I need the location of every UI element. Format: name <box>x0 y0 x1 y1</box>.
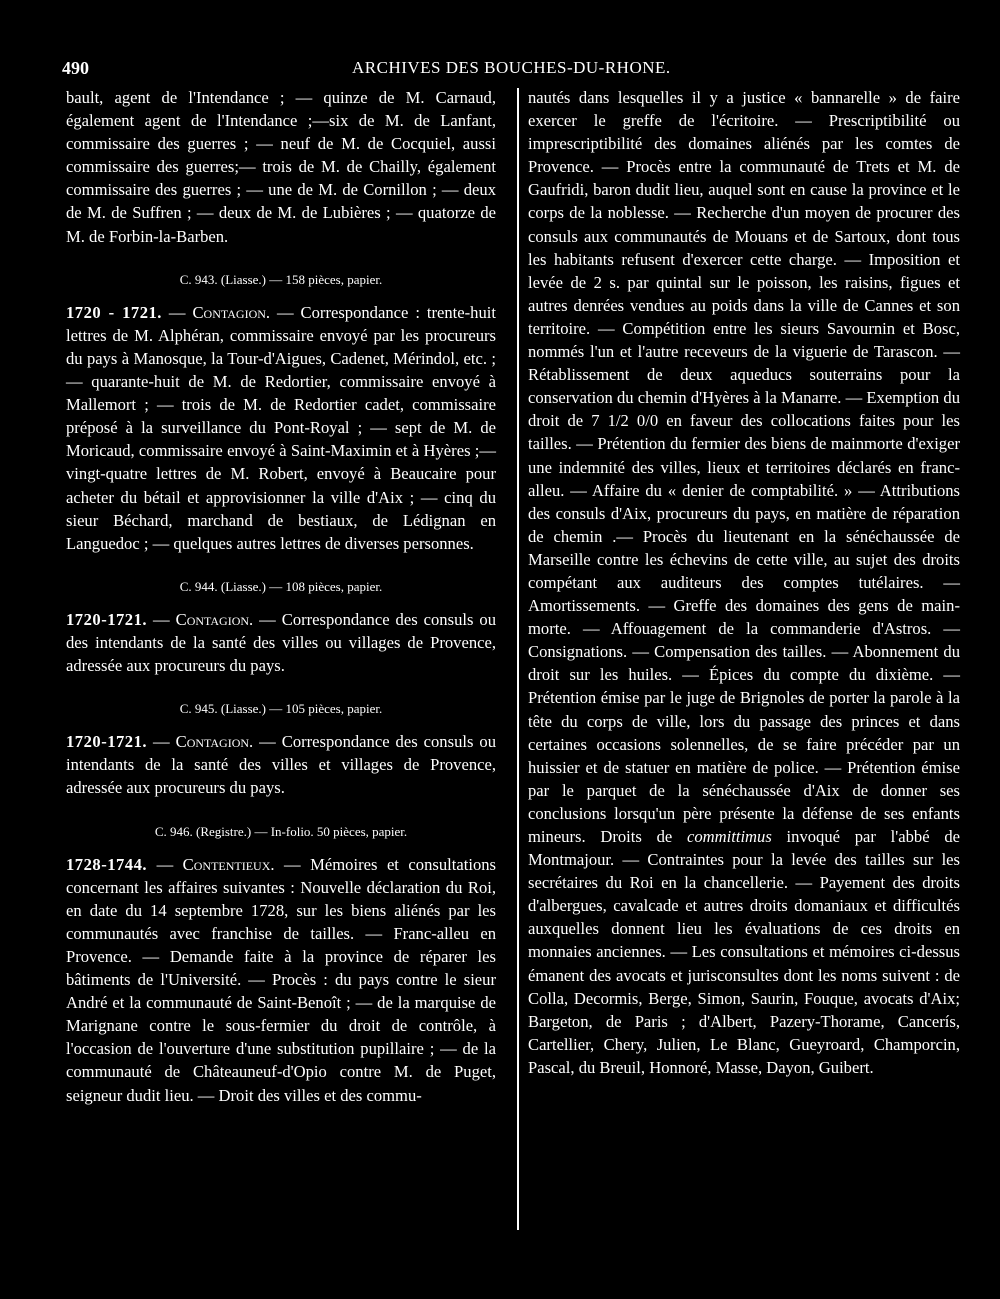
running-title: ARCHIVES DES BOUCHES-DU-RHONE. <box>352 58 671 77</box>
entry-text: — Mémoires et consultations concernant les affaires suivantes : Nouvelle déclaration du Roi, en date du 14 septembre 1728, sur les biens aliénés par les communautés avec franchise de tailles. — Franc-alleu en Provence. — Demande faite à la province de réparer les bâtiments de l'Université. — Procès : du pays contre le sieur André et la communauté de Saint-Benoît ; — de la marquise de Marignane contre le sous-fermier du droit de contrôle, à l'occasion de l'ouverture d'une substitution pupillaire ; — de la communauté de Châteauneuf-d'Opio contre M. de Puget, seigneur dudit lieu. — Droit des villes et des commu- <box>66 854 496 1105</box>
column-divider <box>517 88 519 1230</box>
entry-date: 1720 - 1721. <box>66 302 162 322</box>
page-number: 490 <box>62 58 89 78</box>
cote-label: C. 944. (Liasse.) — 108 pièces, papier. <box>179 578 383 594</box>
cote-label: C. 943. (Liasse.) — 158 pièces, papier. <box>179 271 383 287</box>
entry-date: 1728-1744. <box>66 854 148 874</box>
entry-body <box>66 608 496 677</box>
continuation-paragraph: bault, agent de l'Intendance ; — quinze de M. Carnaud, également agent de l'Intendance ;—six de M. de Lanfant, commissaire des guerres ; — neuf de M. de Cocquiel, aussi commissaire des guerres;— trois de M. de Chailly, également commissaire des guerres ; — une de M. de Cornillon ; — deux de M. de Suffren ; — deux de M. de Lubières ; — quatorze de M. de Forbin-la-Barben. <box>66 88 496 246</box>
right-text-part2: invoqué par l'abbé de Montmajour. — Contraintes pour la levée des tailles sur les secrétaires du Roi en la chancellerie. — Payement des droits d'albergues, cavalcade et autres droits domaniaux et difficultés auxquelles donnent lieu les évaluations de ces droits en monnaies anciennes. — Les consultations et mémoires ci-dessus émanent des avocats et jurisconsultes dont les noms suivent : de Colla, Decormis, Berge, Simon, Saurin, Fouque, avocats d'Aix; Bargeton, de Paris ; d'Albert, Pazery-Thorame, Cancerís, Cartellier, Chery, Julien, Le Blanc, Gueyroard, Champorcin, Pascal, du Breuil, Honnoré, Masse, Dayon, Guibert. <box>528 827 960 1077</box>
right-column <box>528 86 960 1079</box>
right-text-part1: nautés dans lesquelles il y a justice « bannarelle » de faire exercer le greffe de l'écritoire. — Prescriptibilité ou imprescriptibilité des domaines aliénés par les comtes de Provence. — Procès entre la communauté de Trets et M. de Gaufridi, baron dudit lieu, auquel sont en cause la province et le corps de la noblesse. — Recherche d'un moyen de procurer des consuls aux communautés de Mouans et de Sartoux, dont tous les habitants refusent d'exercer cette charge. — Imposition et levée de 2 s. par quintal sur le poisson, les raisins, figues et autres denrées vendues au poids dans la ville de Cannes et son territoire. — Compétition entre les sieurs Savournin et Bosc, nommés l'un et l'autre receveurs de la viguerie de Tarascon. — Rétablissement de deux aqueducs souterrains pour la conservation du chemin d'Hyères à la Manarre. — Exemption du droit de 7 1/2 0/0 en faveur des collocations faites pour les tailles. — Prétention du fermier des biens de mainmorte d'exiger une indemnité des villes, lieux et territoires déclarés en franc-alleu. — Affaire du « denier de comptabilité. » — Attributions des consuls d'Aix, procureurs du pays, en matière de réparation de chemin .— Procès du lieutenant en la sénéchaussée de Marseille contre les échevins de cette ville, au sujet des droits compétant aux auditeurs des comptes tutélaires. — Amortissements. — Greffe des domaines des gens de main-morte. — Affouagement de la commanderie d'Astros. — Consignations. — Compensation des tailles. — Abonnement du droit sur les huiles. — Épices du compte du dixième. — Prétention émise par le juge de Brignoles de porter la parole à la tête du corps de ville, lors du passage des princes et dans certaines occasions solennelles, de se faire précéder par un huissier et de statuer en matière de police. — Prétention émise par le parquet de la sénéchaussée d'Aix de donner ses conclusions lorsqu'un père présente la défense de ses enfants mineurs. Droits de <box>528 88 960 846</box>
cote-label: C. 945. (Liasse.) — 105 pièces, papier. <box>179 701 383 717</box>
right-column-paragraph <box>528 86 960 1079</box>
entry-text: — Correspondance : trente-huit lettres de M. Alphéran, commissaire envoyé par les procureurs du pays à Manosque, la Tour-d'Aigues, Cadenet, Mérindol, etc. ; — quarante-huit de M. de Redortier, commissaire envoyé à Mallemort ; — trois de M. de Redortier cadet, commissaire préposé à la surveillance du Pont-Royal ; — sept de M. de Moricaud, commissaire envoyé à Saint-Maximin et à Hyères ;— vingt-quatre lettres de M. Robert, envoyé à Beaucaire pour acheter du bétail et approvisionner la ville d'Aix ; — cinq du sieur Béchard, marchand de bestiaux, de Lédignan en Languedoc ; — quelques autres lettres de diverses personnes. <box>66 302 496 553</box>
entry-body <box>66 301 496 555</box>
left-column <box>66 86 496 1107</box>
entry-date: 1720-1721. <box>66 609 148 629</box>
entry-body <box>66 730 496 799</box>
italic-term: committimus <box>686 827 772 846</box>
entry-subject: Contagion. <box>175 609 254 629</box>
entry-subject: Contentieux. <box>182 854 275 874</box>
entry-date: 1720-1721. <box>66 732 148 752</box>
entry-dash: — <box>147 609 176 629</box>
entry-subject: Contagion. <box>192 302 271 322</box>
entry-c944 <box>66 575 496 677</box>
entry-c945 <box>66 697 496 799</box>
cote-label: C. 946. (Registre.) — In-folio. 50 pièces, papier. <box>154 823 408 839</box>
entry-c946 <box>66 820 496 1107</box>
entry-dash: — <box>147 732 176 752</box>
entry-c943 <box>66 268 496 555</box>
entry-text: — Correspondance des consuls ou intendants de la santé des villes et villages de Provence, adressée aux procureurs du pays. <box>66 732 497 798</box>
page-header <box>62 58 967 82</box>
entry-subject: Contagion. <box>175 732 254 752</box>
entry-text: — Correspondance des consuls ou des intendants de la santé des villes ou villages de Provence, adressée aux procureurs du pays. <box>66 609 497 676</box>
entry-dash: — <box>161 302 193 322</box>
entry-body <box>66 853 496 1107</box>
entry-dash: — <box>147 854 183 874</box>
